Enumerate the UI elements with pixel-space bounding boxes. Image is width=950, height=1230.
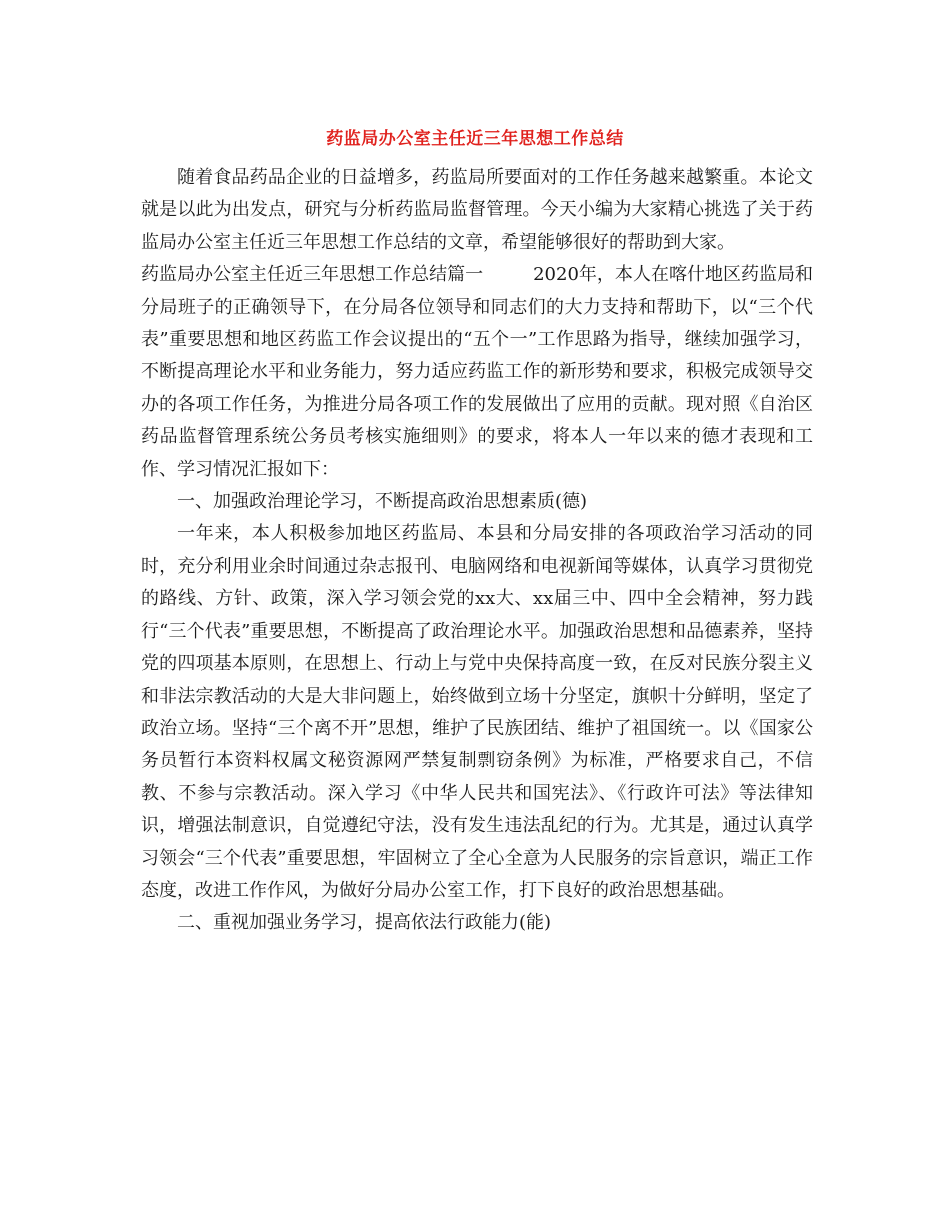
document-title: 药监局办公室主任近三年思想工作总结: [326, 129, 624, 149]
section-paragraph: [141, 259, 813, 486]
intro-paragraph: 随着食品药品企业的日益增多，药监局所要面对的工作任务越来越繁重。本论文就是以此为出发点，研究与分析药监局监督管理。今天小编为大家精心挑选了关于药监局办公室主任近三年思想工作总结的文章，希望能够很好的帮助到大家。: [141, 167, 813, 253]
politics-paragraph: 一年来，本人积极参加地区药监局、本县和分局安排的各项政治学习活动的同时，充分利用业余时间通过杂志报刊、电脑网络和电视新闻等媒体，认真学习贯彻党的路线、方针、政策，深入学习领会党的xx大、xx届三中、四中全会精神，努力践行“三个代表”重要思想，不断提高了政治理论水平。加强政治思想和品德素养，坚持党的四项基本原则，在思想上、行动上与党中央保持高度一致，在反对民族分裂主义和非法宗教活动的大是大非问题上，始终做到立场十分坚定，旗帜十分鲜明，坚定了政治立场。坚持“三个离不开”思想，维护了民族团结、维护了祖国统一。以《国家公务员暂行本资料权属文秘资源网严禁复制剽窃条例》为标准，严格要求自己，不信教、不参与宗教活动。深入学习《中华人民共和国宪法》、《行政许可法》等法律知识，增强法制意识，自觉遵纪守法，没有发生违法乱纪的行为。尤其是，通过认真学习领会“三个代表”重要思想，牢固树立了全心全意为人民服务的宗旨意识，端正工作态度，改进工作作风，为做好分局办公室工作，打下良好的政治思想基础。: [141, 523, 813, 901]
heading-politics: 一、加强政治理论学习，不断提高政治思想素质(德): [177, 491, 588, 513]
document-body: [141, 162, 813, 940]
section-body: 2020年，本人在喀什地区药监局和分局班子的正确领导下，在分局各位领导和同志们的大力支持和帮助下，以“三个代表”重要思想和地区药监工作会议提出的“五个一”工作思路为指导，继续加强学习，不断提高理论水平和业务能力，努力适应药监工作的新形势和要求，积极完成领导交办的各项工作任务，为推进分局各项工作的发展做出了应用的贡献。现对照《自治区药品监督管理系统公务员考核实施细则》的要求，将本人一年以来的德才表现和工作、学习情况汇报如下：: [141, 264, 813, 480]
section-heading: 药监局办公室主任近三年思想工作总结篇一: [141, 264, 484, 286]
heading-business: 二、重视加强业务学习，提高依法行政能力(能): [177, 912, 552, 934]
